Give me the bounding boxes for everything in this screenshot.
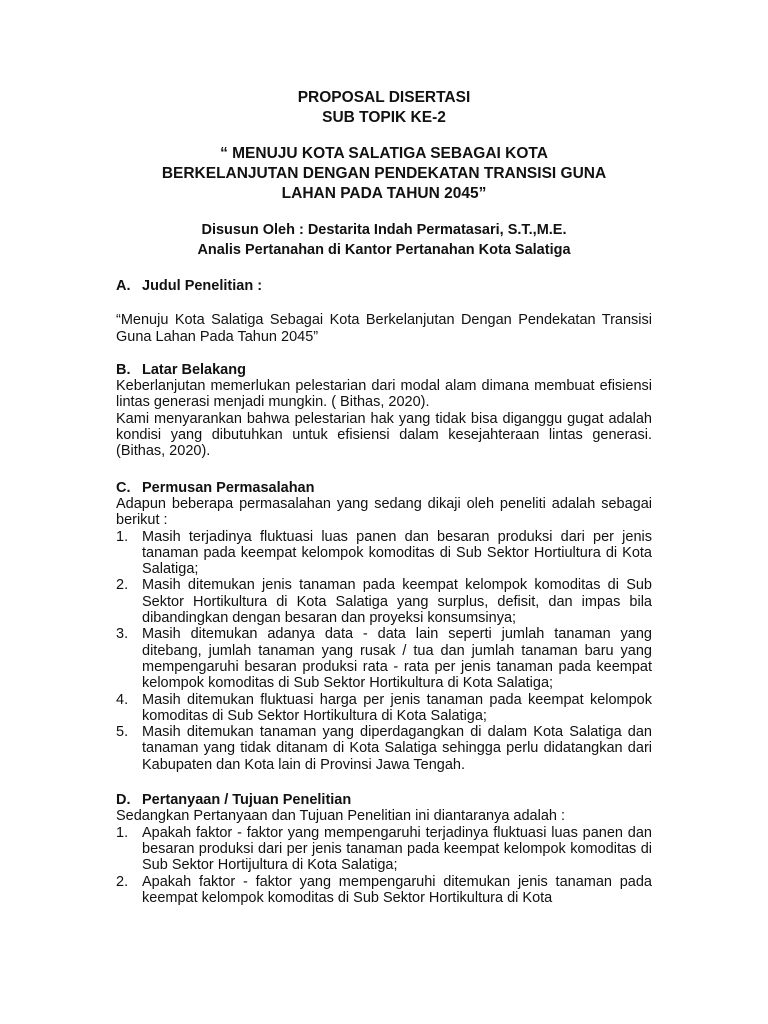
section-a-body: “Menuju Kota Salatiga Sebagai Kota Berkelanjutan Dengan Pendekatan Transisi Guna Lahan Pada Tahun 2045” [116, 312, 652, 345]
section-c-intro: Adapun beberapa permasalahan yang sedang dikaji oleh peneliti adalah sebagai berikut : [116, 495, 652, 529]
section-b-heading [116, 362, 652, 378]
topic-line: BERKELANJUTAN DENGAN PENDEKATAN TRANSISI GUNA [161, 165, 607, 182]
section-a-heading [116, 278, 652, 294]
document-page [116, 88, 652, 906]
item-number: 2. [116, 873, 129, 890]
research-topic [116, 144, 652, 204]
list-item [116, 529, 652, 578]
section-c-heading [116, 480, 652, 496]
section-letter: A. [116, 278, 131, 294]
section-title: Pertanyaan / Tujuan Penelitian [142, 792, 352, 809]
list-item [116, 825, 652, 874]
question-list [116, 825, 652, 906]
list-item [116, 692, 652, 725]
topic-line: “ MENUJU KOTA SALATIGA SEBAGAI KOTA [220, 145, 548, 162]
topic-line: LAHAN PADA TAHUN 2045” [281, 185, 487, 202]
section-d-heading [116, 792, 652, 808]
item-text: Apakah faktor - faktor yang mempengaruhi ditemukan jenis tanaman pada keempat kelompok komoditas di Sub Sektor Hortikultura di Kota [142, 873, 652, 906]
document-title [116, 88, 652, 128]
author-block [116, 220, 652, 260]
section-b-paragraph-2: Kami menyarankan bahwa pelestarian hak yang tidak bisa diganggu gugat adalah kondisi yang dibutuhkan untuk efisiensi dalam kesejahteraan lintas generasi. (Bithas, 2020). [116, 410, 652, 460]
section-letter: D. [116, 792, 131, 809]
section-d-intro: Sedangkan Pertanyaan dan Tujuan Penelitian ini diantaranya adalah : [116, 808, 566, 825]
item-text: Apakah faktor - faktor yang mempengaruhi terjadinya fluktuasi luas panen dan besaran produksi dari per jenis tanaman pada keempat kelompok komoditas di Sub Sektor Hortijultura di Kota Salatiga; [142, 824, 652, 874]
item-number: 4. [116, 691, 129, 708]
list-item [116, 724, 652, 773]
item-text: Masih ditemukan tanaman yang diperdagangkan di dalam Kota Salatiga dan tanaman yang tidak ditanam di Kota Salatiga sehingga perlu didatangkan dari Kabupaten dan Kota lain di Provinsi Jawa Tengah. [142, 724, 652, 773]
author-name: Disusun Oleh : Destarita Indah Permatasari, S.T.,M.E. [201, 222, 567, 238]
item-text: Masih ditemukan jenis tanaman pada keempat kelompok komoditas di Sub Sektor Hortikultura di Kota Salatiga yang surplus, defisit, dan impas bila dibandingkan dengan besaran dan proyeksi konsumsinya; [142, 577, 652, 627]
section-b-paragraph-1: Keberlanjutan memerlukan pelestarian dari modal alam dimana membuat efisiensi lintas generasi menjadi mungkin. ( Bithas, 2020). [116, 378, 652, 411]
item-text: Masih ditemukan adanya data - data lain seperti jumlah tanaman yang ditebang, jumlah tanaman yang rusak / tua dan jumlah tanaman baru yang mempengaruhi besaran produksi rata - rata per jenis tanaman pada keempat kelompok komoditas di Sub Sektor Hortikultura di Kota Salatiga; [142, 626, 652, 692]
item-text: Masih ditemukan fluktuasi harga per jenis tanaman pada keempat kelompok komoditas di Sub Sektor Hortikultura di Kota Salatiga; [142, 691, 652, 724]
item-number: 5. [116, 724, 129, 741]
list-item [116, 577, 652, 626]
problem-list [116, 529, 652, 773]
title-line: PROPOSAL DISERTASI [297, 89, 471, 106]
item-number: 2. [116, 577, 129, 594]
section-letter: B. [116, 361, 131, 378]
list-item [116, 626, 652, 691]
section-letter: C. [116, 479, 131, 496]
section-title: Judul Penelitian : [142, 278, 263, 294]
item-text: Masih terjadinya fluktuasi luas panen dan besaran produksi dari per jenis tanaman pada keempat kelompok komoditas di Sub Sektor Hortiultura di Kota Salatiga; [142, 528, 652, 578]
list-item [116, 874, 652, 907]
item-number: 1. [116, 528, 129, 545]
section-title: Latar Belakang [142, 361, 246, 378]
section-title: Permusan Permasalahan [142, 479, 315, 496]
item-number: 1. [116, 824, 129, 841]
subtitle-line: SUB TOPIK KE-2 [322, 109, 446, 126]
author-affiliation: Analis Pertanahan di Kantor Pertanahan Kota Salatiga [197, 242, 571, 258]
item-number: 3. [116, 626, 129, 643]
